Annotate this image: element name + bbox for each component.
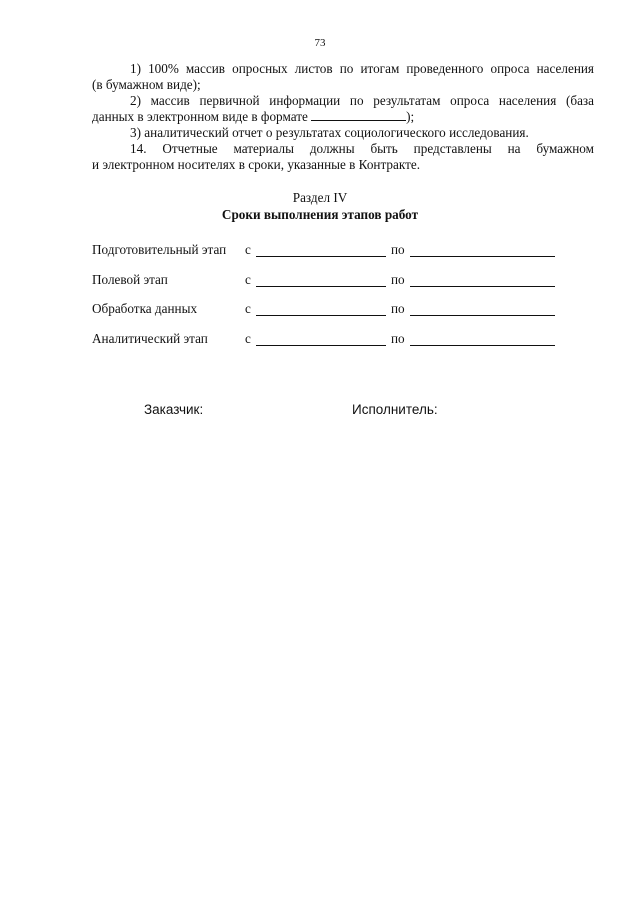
stage-to-line xyxy=(410,256,555,257)
stage-row xyxy=(92,272,562,290)
stage-name: Аналитический этап xyxy=(92,331,208,346)
stage-from-label: с xyxy=(245,331,251,346)
item-2-line-2 xyxy=(92,109,414,125)
item-2-line-1: 2) массив первичной информации по результатам опроса населения (база xyxy=(130,93,594,108)
stage-row xyxy=(92,331,562,349)
stage-name: Обработка данных xyxy=(92,301,198,316)
section-label: Раздел IV xyxy=(292,190,348,205)
item-2-line-2-end: ); xyxy=(406,109,415,124)
contractor-signature-label: Исполнитель: xyxy=(352,402,438,417)
stage-from-line xyxy=(256,315,386,316)
item-14-line-1: 14. Отчетные материалы должны быть представлены на бумажном xyxy=(130,141,594,156)
page-number: 73 xyxy=(314,37,326,49)
stage-from-line xyxy=(256,256,386,257)
item-1-line-2: (в бумажном виде); xyxy=(92,77,201,92)
stage-to-line xyxy=(410,345,555,346)
item-2-line-2-text: данных в электронном виде в формате xyxy=(92,109,308,124)
stage-row xyxy=(92,242,562,260)
stage-to-label: по xyxy=(391,242,405,257)
stage-from-label: с xyxy=(245,242,251,257)
stage-from-label: с xyxy=(245,301,251,316)
customer-signature-label: Заказчик: xyxy=(144,402,204,417)
item-1-line-1: 1) 100% массив опросных листов по итогам проведенного опроса населения xyxy=(130,61,594,76)
stage-to-label: по xyxy=(391,331,405,346)
format-blank xyxy=(311,109,406,121)
stage-to-line xyxy=(410,315,555,316)
stage-name: Полевой этап xyxy=(92,272,168,287)
stage-from-line xyxy=(256,345,386,346)
stage-to-line xyxy=(410,286,555,287)
stage-name: Подготовительный этап xyxy=(92,242,227,257)
stage-to-label: по xyxy=(391,272,405,287)
stage-to-label: по xyxy=(391,301,405,316)
stage-from-label: с xyxy=(245,272,251,287)
stage-row xyxy=(92,301,562,319)
item-3: 3) аналитический отчет о результатах социологического исследования. xyxy=(130,125,529,140)
section-title: Сроки выполнения этапов работ xyxy=(221,207,419,222)
item-14-line-2: и электронном носителях в сроки, указанные в Контракте. xyxy=(92,157,420,172)
stage-from-line xyxy=(256,286,386,287)
